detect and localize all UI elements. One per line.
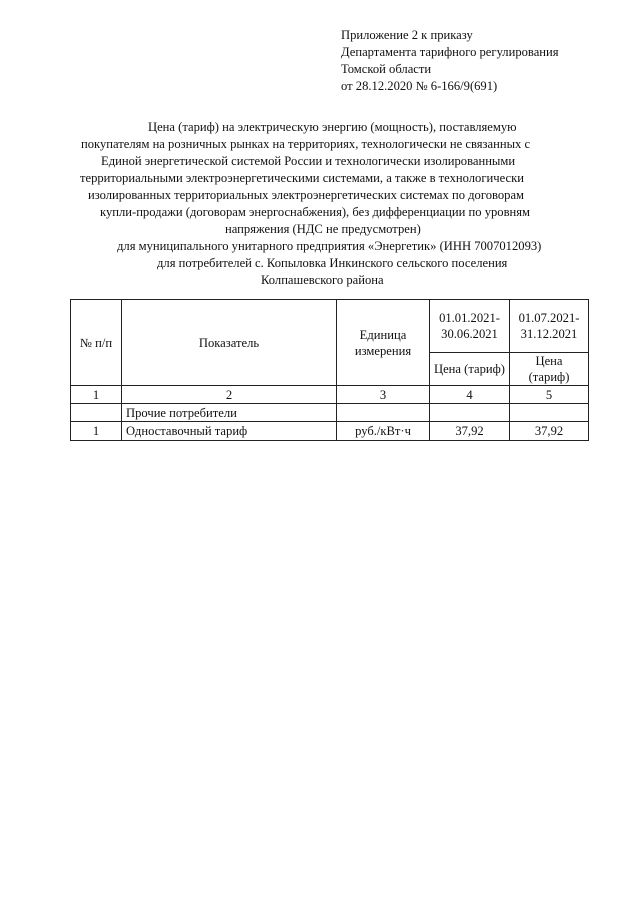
- col-header-indicator: Показатель: [122, 300, 337, 386]
- column-number: 2: [122, 386, 337, 404]
- column-number: 3: [337, 386, 430, 404]
- title-line: напряжения (НДС не предусмотрен): [225, 222, 421, 236]
- row-unit: руб./кВт·ч: [337, 422, 430, 441]
- row-indicator: Одноставочный тариф: [122, 422, 337, 441]
- column-number: 4: [430, 386, 510, 404]
- group-empty-cell: [510, 404, 589, 422]
- col-header-period-1: 01.01.2021-30.06.2021: [430, 300, 510, 353]
- table-header-row: [71, 300, 589, 353]
- title-line: территориальными электроэнергетическими системами, а также в технологически: [80, 171, 524, 185]
- title-line: изолированных территориальных электроэнергетических системах по договорам: [88, 188, 525, 202]
- title-line: Единой энергетической системой России и технологически изолированными: [101, 154, 516, 168]
- column-number-row: [71, 386, 589, 404]
- title-line: Колпашевского района: [261, 273, 384, 287]
- header-line-2: Департамента тарифного регулирования: [341, 45, 559, 59]
- col-header-unit: Единица измерения: [337, 300, 430, 386]
- title-line: для муниципального унитарного предприятия «Энергетик» (ИНН 7007012093): [117, 239, 542, 253]
- column-number: 1: [71, 386, 122, 404]
- group-label: Прочие потребители: [122, 404, 337, 422]
- table-row: [71, 422, 589, 441]
- group-empty-cell: [430, 404, 510, 422]
- tariff-table: [70, 299, 589, 441]
- group-empty-cell: [337, 404, 430, 422]
- row-value-period-2: 37,92: [510, 422, 589, 441]
- col-header-number: № п/п: [71, 300, 122, 386]
- order-attachment-header: [341, 27, 621, 95]
- header-line-1: Приложение 2 к приказу: [341, 28, 473, 42]
- header-line-3: Томской области: [341, 62, 432, 76]
- column-number: 5: [510, 386, 589, 404]
- document-title: [70, 119, 600, 289]
- title-line: покупателям на розничных рынках на территориях, технологически не связанных с: [81, 137, 531, 151]
- group-row: [71, 404, 589, 422]
- row-value-period-1: 37,92: [430, 422, 510, 441]
- col-header-price-1: Цена (тариф): [430, 353, 510, 386]
- header-line-4: от 28.12.2020 № 6-166/9(691): [341, 79, 498, 93]
- row-number: 1: [71, 422, 122, 441]
- title-line: Цена (тариф) на электрическую энергию (мощность), поставляемую: [148, 120, 517, 134]
- title-line: купли-продажи (договорам энергоснабжения), без дифференциации по уровням: [100, 205, 531, 219]
- group-empty-cell: [71, 404, 122, 422]
- title-line: для потребителей с. Копыловка Инкинского сельского поселения: [157, 256, 508, 270]
- col-header-period-2: 01.07.2021-31.12.2021: [510, 300, 589, 353]
- col-header-price-2: Цена (тариф): [510, 353, 589, 386]
